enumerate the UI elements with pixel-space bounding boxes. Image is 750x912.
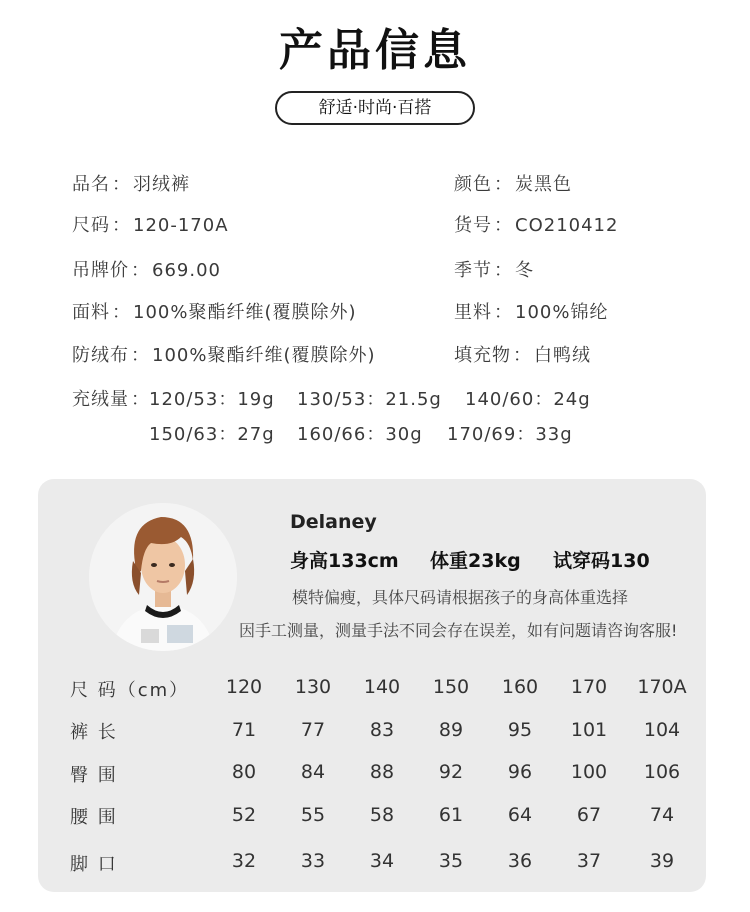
model-note: 模特偏瘦，具体尺码请根据孩子的身高体重选择 bbox=[292, 588, 629, 607]
fill-amount-3: 140/60：24g bbox=[465, 389, 591, 410]
child-model-photo bbox=[89, 503, 237, 651]
table-cell: 71 bbox=[231, 719, 257, 741]
info-lining-label: 里料 bbox=[454, 302, 492, 323]
tagline-badge: 舒适·时尚·百搭 bbox=[275, 91, 475, 125]
row-label-hip: 臀 围 bbox=[70, 765, 118, 786]
table-cell: 101 bbox=[570, 719, 608, 741]
row-label-length: 裤 长 bbox=[70, 722, 118, 743]
info-name: 品名 ： 羽绒裤 bbox=[72, 174, 190, 195]
model-avatar bbox=[89, 503, 237, 651]
info-lining-value: 100%锦纶 bbox=[515, 302, 609, 323]
info-size-label: 尺码 bbox=[72, 215, 110, 236]
size-col-7: 170A bbox=[637, 676, 687, 698]
table-cell: 39 bbox=[649, 850, 675, 872]
table-cell: 37 bbox=[576, 850, 602, 872]
info-name-label: 品名 bbox=[72, 174, 110, 195]
size-col-4: 150 bbox=[432, 676, 470, 698]
info-lining: 里料 ： 100%锦纶 bbox=[454, 302, 609, 323]
info-fabric-label: 面料 bbox=[72, 302, 110, 323]
row-label-waist: 腰 围 bbox=[70, 807, 118, 828]
size-col-1: 120 bbox=[225, 676, 263, 698]
table-cell: 106 bbox=[643, 761, 681, 783]
table-cell: 34 bbox=[369, 850, 395, 872]
info-price: 吊牌价 ： 669.00 bbox=[72, 260, 221, 281]
model-weight: 体重23kg bbox=[430, 550, 521, 572]
table-cell: 104 bbox=[643, 719, 681, 741]
info-filling: 填充物 ： 白鸭绒 bbox=[454, 345, 591, 366]
table-cell: 55 bbox=[300, 804, 326, 826]
size-col-6: 170 bbox=[570, 676, 608, 698]
info-code-value: CO210412 bbox=[515, 215, 619, 236]
table-cell: 77 bbox=[300, 719, 326, 741]
model-height: 身高133cm bbox=[290, 550, 399, 572]
table-cell: 61 bbox=[438, 804, 464, 826]
page-title: 产品信息 bbox=[279, 25, 471, 76]
info-name-value: 羽绒裤 bbox=[133, 174, 190, 195]
table-cell: 58 bbox=[369, 804, 395, 826]
info-price-value: 669.00 bbox=[152, 260, 221, 281]
info-downproof: 防绒布 ： 100%聚酯纤维(覆膜除外) bbox=[72, 345, 376, 366]
info-downproof-value: 100%聚酯纤维(覆膜除外) bbox=[152, 345, 376, 366]
table-cell: 83 bbox=[369, 719, 395, 741]
table-cell: 96 bbox=[507, 761, 533, 783]
info-downproof-label: 防绒布 bbox=[72, 345, 129, 366]
info-season-value: 冬 bbox=[515, 260, 534, 281]
table-cell: 32 bbox=[231, 850, 257, 872]
info-filling-value: 白鸭绒 bbox=[534, 345, 591, 366]
info-fabric: 面料 ： 100%聚酯纤维(覆膜除外) bbox=[72, 302, 357, 323]
table-cell: 84 bbox=[300, 761, 326, 783]
size-col-3: 140 bbox=[363, 676, 401, 698]
model-fit-size: 试穿码130 bbox=[553, 550, 650, 572]
table-cell: 80 bbox=[231, 761, 257, 783]
fill-amount-6: 170/69：33g bbox=[447, 424, 573, 445]
table-cell: 100 bbox=[570, 761, 608, 783]
table-cell: 36 bbox=[507, 850, 533, 872]
info-color: 颜色 ： 炭黑色 bbox=[454, 174, 572, 195]
size-col-2: 130 bbox=[294, 676, 332, 698]
table-cell: 67 bbox=[576, 804, 602, 826]
info-filling-label: 填充物 bbox=[454, 345, 511, 366]
table-cell: 95 bbox=[507, 719, 533, 741]
info-color-label: 颜色 bbox=[454, 174, 492, 195]
table-cell: 88 bbox=[369, 761, 395, 783]
info-size-value: 120-170A bbox=[133, 215, 229, 236]
info-size: 尺码 ： 120-170A bbox=[72, 215, 229, 236]
row-label-hem: 脚 口 bbox=[70, 854, 118, 875]
info-price-label: 吊牌价 bbox=[72, 260, 129, 281]
fill-amount-1: 120/53：19g bbox=[149, 389, 275, 410]
table-cell: 74 bbox=[649, 804, 675, 826]
table-cell: 64 bbox=[507, 804, 533, 826]
info-code: 货号 ： CO210412 bbox=[454, 215, 619, 236]
table-cell: 92 bbox=[438, 761, 464, 783]
measure-note: 因手工测量，测量手法不同会存在误差，如有问题请咨询客服! bbox=[239, 621, 678, 640]
size-col-5: 160 bbox=[501, 676, 539, 698]
table-cell: 52 bbox=[231, 804, 257, 826]
info-fabric-value: 100%聚酯纤维(覆膜除外) bbox=[133, 302, 357, 323]
model-name: Delaney bbox=[290, 511, 377, 533]
fill-amount-2: 130/53：21.5g bbox=[297, 389, 442, 410]
fill-amount-4: 150/63：27g bbox=[149, 424, 275, 445]
table-cell: 35 bbox=[438, 850, 464, 872]
info-code-label: 货号 bbox=[454, 215, 492, 236]
info-season-label: 季节 bbox=[454, 260, 492, 281]
fill-amount-5: 160/66：30g bbox=[297, 424, 423, 445]
table-cell: 89 bbox=[438, 719, 464, 741]
info-fill-label: 充绒量 ： bbox=[72, 389, 150, 410]
size-header-label: 尺 码（cm） bbox=[70, 680, 190, 701]
info-season: 季节 ： 冬 bbox=[454, 260, 534, 281]
table-cell: 33 bbox=[300, 850, 326, 872]
info-color-value: 炭黑色 bbox=[515, 174, 572, 195]
